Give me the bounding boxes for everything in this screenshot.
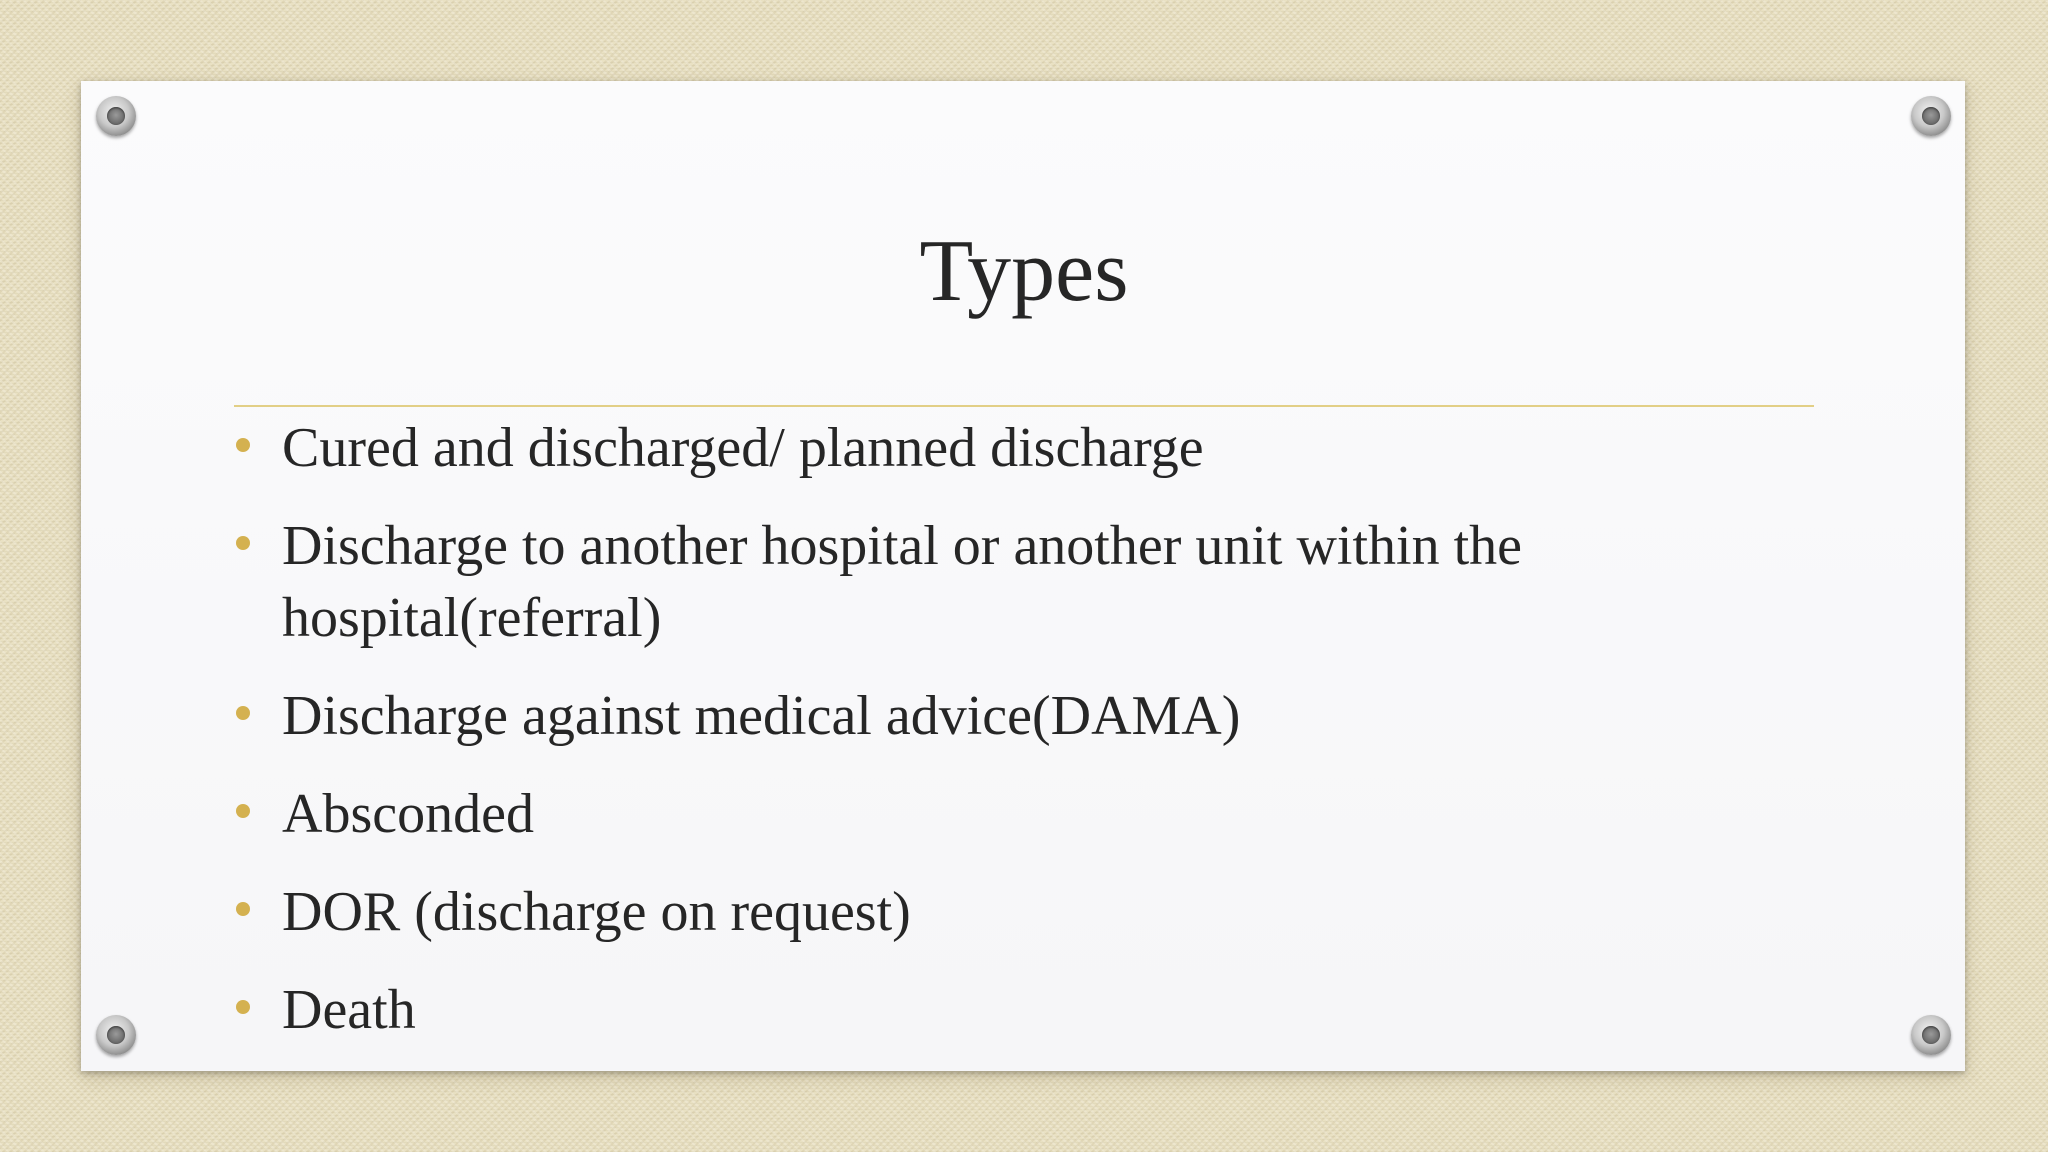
bullet-text: Cured and discharged/ planned discharge [282,417,1204,479]
bullet-item [234,876,1794,948]
grommet-icon [1911,96,1951,136]
bullet-text: Absconded [282,783,534,845]
bullet-text: Death [282,979,416,1041]
bullet-item [234,510,1642,654]
grommet-icon [96,96,136,136]
bullet-text: Discharge to another hospital or another unit within the hospital(referral) [282,515,1523,649]
bullet-text: DOR (discharge on request) [282,881,911,943]
bullet-item [234,974,1794,1046]
bullet-item [234,412,1794,484]
bullet-item [234,778,1794,850]
bullet-dot-icon [236,1000,250,1014]
bullet-item [234,680,1794,752]
bullet-list [234,412,1794,1072]
grommet-icon [96,1015,136,1055]
bullet-text: Discharge against medical advice(DAMA) [282,685,1241,747]
bullet-dot-icon [236,536,250,550]
title-divider [234,405,1814,407]
slide-title: Types [919,223,1129,320]
bullet-dot-icon [236,902,250,916]
bullet-dot-icon [236,706,250,720]
bullet-dot-icon [236,438,250,452]
bullet-dot-icon [236,804,250,818]
grommet-icon [1911,1015,1951,1055]
